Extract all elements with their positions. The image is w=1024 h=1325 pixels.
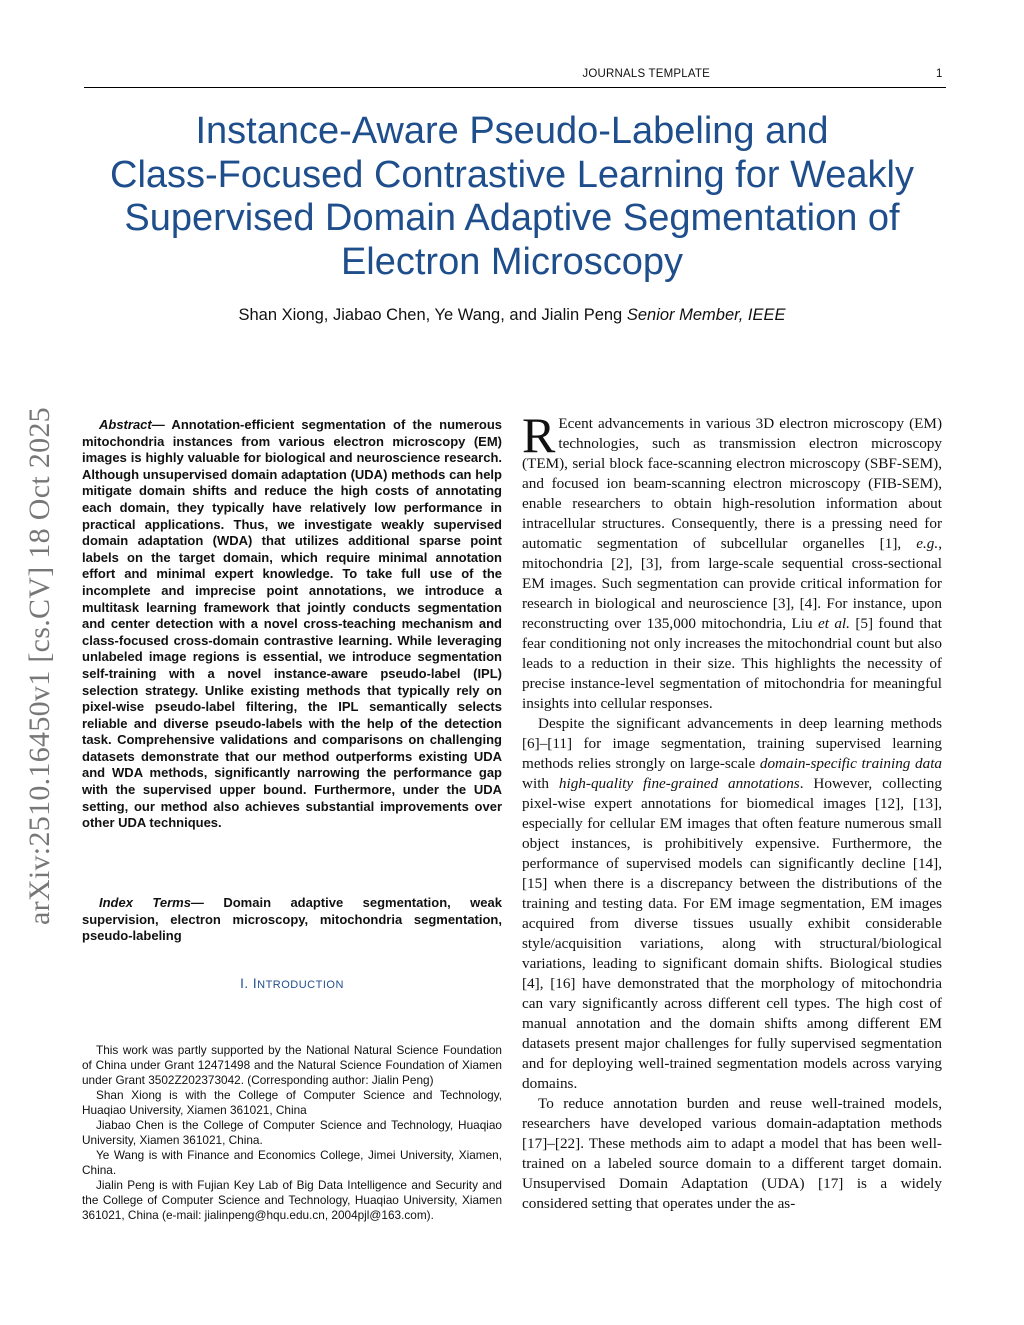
- text-run: . However, collecting pixel-wise expert annotations for biomedical images [12], [13], especially for cellular EM images that often feature numerous small object instances, is prohibitively expensive. Furthermore, the performance of supervised models can significantly decline [14], [15] when there is a discrepancy between the distributions of the training and testing data. For EM image segmentation, EM images acquired from diverse tissues usually exhibit considerable style/acquisition variations, along with structural/biological variations, leading to significant domain shifts. Biological studies [4], [16] have demonstrated that the morphology of mitochondria can vary significantly across different cell types. The high cost of manual annotation and the domain shifts among different EM datasets present major challenges for fully supervised segmentation and for deploying well-trained segmentation models across varying domains.: [522, 775, 942, 1092]
- index-terms-label: Index Terms—: [99, 895, 204, 910]
- title-line: Class-Focused Contrastive Learning for Weakly: [110, 153, 914, 196]
- header-rule: [84, 87, 946, 88]
- title-line: Supervised Domain Adaptive Segmentation of: [124, 197, 900, 239]
- running-head: JOURNALS TEMPLATE: [582, 68, 710, 80]
- footnotes: [82, 1043, 502, 1223]
- body-text: [522, 407, 943, 1214]
- drop-cap: R: [522, 407, 556, 463]
- text-run: e.g.: [916, 535, 939, 552]
- footnote: Jialin Peng is with Fujian Key Lab of Big Data Intelligence and Security and the College of Computer Science and Technology, Huaqiao University, Xiamen 361021, China (e-mail: jialinpeng@hqu.edu.cn, 2004pjl@163.com).: [82, 1178, 502, 1222]
- paragraph: To reduce annotation burden and reuse well-trained models, researchers have developed various domain-adaptation methods [17]–[22]. These methods aim to adapt a model that has been well-trained on a labeled source domain to a different target domain. Unsupervised Domain Adaptation (UDA) [17] is a widely considered setting that operates under the as-: [522, 1095, 942, 1212]
- abstract: [82, 417, 502, 832]
- text-run: domain-specific training data: [759, 755, 943, 772]
- section-title-rest: NTRODUCTION: [257, 979, 344, 991]
- section-initial: I: [252, 976, 258, 991]
- paper-title: [60, 110, 964, 284]
- footnote: Ye Wang is with Finance and Economics College, Jimei University, Xiamen, China.: [82, 1148, 502, 1177]
- paragraph: [522, 714, 942, 1094]
- paragraph: [522, 407, 942, 714]
- text-run: et al.: [817, 615, 850, 632]
- index-terms: [82, 895, 502, 945]
- index-terms-text: Domain adaptive segmentation, weak supervision, electron microscopy, mitochondria segmentation, pseudo-labeling: [82, 895, 502, 944]
- text-run: high-quality fine-grained annotations: [558, 775, 800, 792]
- abstract-label: Abstract—: [99, 417, 165, 432]
- text-run: [5] found that fear conditioning not only increases the mitochondrial count but also leads to a reduction in their size. This highlights the necessity of precise instance-level segmentation of mitochondria for meaningful insights into cellular responses.: [522, 615, 942, 712]
- author-list: [60, 306, 964, 325]
- text-run: with: [522, 775, 559, 792]
- section-number: I.: [240, 976, 249, 991]
- footnote: This work was partly supported by the National Natural Science Foundation of China under Grant 12471498 and the Natural Science Foundation of Xiamen under Grant 3502Z202373042. (Corresponding author: Jialin Peng): [82, 1043, 502, 1087]
- footnote: Shan Xiong is with the College of Computer Science and Technology, Huaqiao University, Xiamen 361021, China: [82, 1088, 502, 1117]
- abstract-text: Annotation-efficient segmentation of the numerous mitochondria instances from various electron microscopy (EM) images is highly valuable for biological and neuroscience research. Although unsupervised domain adaptation (UDA) methods can help mitigate domain shifts and reduce the high costs of annotating each domain, they typically have relatively low performance in practical applications. Thus, we investigate weakly supervised domain adaptation (WDA) that utilizes additional sparse point labels on the target domain, which require minimal annotation effort and minimal expert knowledge. To take full use of the incomplete and imprecise point annotations, we introduce a multitask learning framework that jointly conducts segmentation and center detection with a novel cross-teaching mechanism and class-focused cross-domain contrastive learning. While leveraging unlabeled image regions is essential, we introduce segmentation self-training with a novel instance-aware pseudo-label (IPL) selection strategy. Unlike existing methods that typically rely on pixel-wise pseudo-label filtering, the IPL semantically selects reliable and diverse pseudo-labels with the help of the detection task. Comprehensive validations and comparisons on challenging datasets demonstrate that our method outperforms existing UDA and WDA methods, significantly narrowing the performance gap with the supervised upper bound. Furthermore, under the UDA setting, our method also achieves substantial improvements over other UDA techniques.: [82, 417, 502, 831]
- section-heading: [82, 976, 502, 991]
- arxiv-stamp: [16, 376, 64, 956]
- author-names: Shan Xiong, Jiabao Chen, Ye Wang, and Jialin Peng: [238, 306, 623, 324]
- title-line: Instance-Aware Pseudo-Labeling and: [195, 110, 829, 152]
- arxiv-id: arXiv:2510.16450v1 [cs.CV] 18 Oct 2025: [23, 407, 56, 926]
- text-run: Despite the significant advancements in deep learning methods [6]–[11] for image segmentation, training supervised learning methods relies strongly on large-scale: [522, 715, 942, 772]
- author-role: Senior Member, IEEE: [626, 306, 786, 324]
- title-line: Electron Microscopy: [340, 240, 684, 283]
- footnote: Jiabao Chen is the College of Computer Science and Technology, Huaqiao University, Xiamen 361021, China.: [82, 1118, 502, 1147]
- text-run: Ecent advancements in various 3D electron microscopy (EM) technologies, such as transmission electron microscopy (TEM), serial block face-scanning electron microscopy (SBF-SEM), and focused ion beam-scanning electron microscopy (FIB-SEM), enable researchers to obtain high-resolution information about intracellular structures. Consequently, there is a pressing need for automatic segmentation of subcellular organelles [1],: [522, 415, 942, 552]
- text-run: , mitochondria [2], [3], from large-scale sequential cross-sectional EM images. Such segmentation can provide critical information for research in biological and neuroscience [3], [4]. For instance, upon reconstructing over 135,000 mitochondria, Liu: [522, 535, 942, 632]
- page-number: 1: [936, 68, 943, 80]
